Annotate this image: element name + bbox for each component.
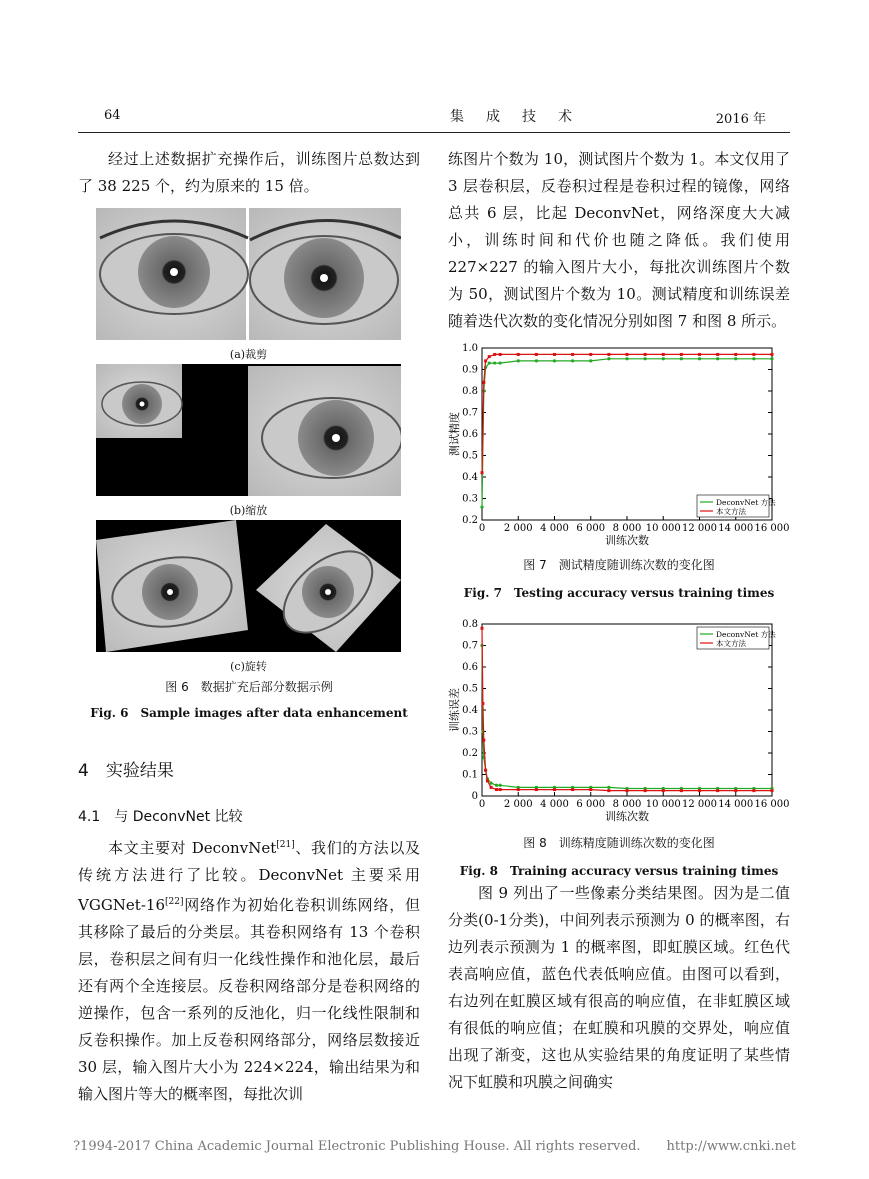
x-tick-label: 16 000: [754, 523, 790, 534]
data-point: [589, 353, 592, 356]
x-tick-label: 0: [478, 799, 486, 810]
y-tick-label: 0.3: [462, 726, 478, 738]
data-point: [495, 788, 498, 791]
data-point: [495, 784, 498, 787]
x-tick-label: 2 000: [503, 799, 533, 810]
y-tick-label: 0.5: [462, 450, 478, 462]
y-tick-label: 0.1: [462, 769, 478, 781]
data-point: [499, 353, 502, 356]
series-line-1: [482, 628, 772, 790]
data-point: [484, 769, 487, 772]
data-point: [716, 357, 719, 360]
data-point: [488, 361, 491, 364]
data-point: [662, 357, 665, 360]
fig7-caption-zh: 图 7 测试精度随训练次数的变化图: [523, 558, 715, 572]
data-point: [493, 353, 496, 356]
data-point: [535, 359, 538, 362]
fig6-crop-panel: [96, 208, 401, 340]
y-tick-label: 0.6: [462, 429, 478, 440]
data-point: [517, 353, 520, 356]
data-point: [571, 788, 574, 791]
fig8-caption-en: Fig. 8 Training accuracy versus training times: [459, 864, 779, 878]
data-point: [571, 353, 574, 356]
copyright-footer: ?1994-2017 China Academic Journal Electronic Publishing House. All rights reserved. http://www.cnki.net: [73, 1139, 796, 1154]
x-tick-label: 16 000: [754, 799, 790, 810]
body-text-2: 、我们的方法以及传统方法进行了比较。DeconvNet 主要采用 VGGNet-16: [78, 839, 420, 914]
right-paragraph-bottom: 图 9 列出了一些像素分类结果图。因为是二值分类(0-1分类)，中间列表示预测为 0 的概率图，右边列表示预测为 1 的概率图，即虹膜区域。红色代表高响应值，蓝色代表低响应值。由图可以看到，右边列在虹膜区域有很高的响应值，在非虹膜区域有很低的响应值；在虹膜和巩膜的交界处，响应值出现了渐变，这也从实验结果的角度证明了某些情况下虹膜和巩膜之间确实: [448, 884, 790, 1091]
fig7-caption-en: Fig. 7 Testing accuracy versus training times: [463, 586, 775, 600]
series-line-0: [482, 646, 772, 789]
fig8-caption-zh: 图 8 训练精度随训练次数的变化图: [523, 836, 715, 850]
body-text-1: 本文主要对 DeconvNet: [108, 839, 277, 857]
fig6-caption-zh: 图 6 数据扩充后部分数据示例: [165, 680, 333, 694]
data-point: [499, 788, 502, 791]
data-point: [589, 788, 592, 791]
data-point: [490, 786, 493, 789]
data-point: [488, 355, 491, 358]
data-point: [625, 357, 628, 360]
x-tick-label: 14 000: [718, 799, 754, 810]
y-axis-label: 测试精度: [448, 412, 461, 456]
data-point: [517, 359, 520, 362]
data-point: [644, 357, 647, 360]
fig6-sub-caption-c: (c)旋转: [230, 660, 267, 673]
data-point: [484, 359, 487, 362]
body-paragraph-deconvnet: [78, 832, 420, 1108]
data-point: [626, 353, 629, 356]
legend-label-0: DeconvNet 方法: [716, 498, 776, 507]
eye-image-scale: [96, 364, 401, 496]
data-point: [698, 353, 701, 356]
x-tick-label: 14 000: [718, 523, 754, 534]
x-tick-label: 10 000: [645, 799, 681, 810]
y-tick-label: 0.7: [462, 407, 478, 419]
citation-22: [22]: [164, 897, 184, 907]
x-tick-label: 4 000: [540, 799, 569, 810]
y-tick-label: 0.6: [462, 662, 478, 673]
data-point: [734, 357, 737, 360]
publication-year: 2016 年: [715, 112, 766, 127]
fig6-caption-en: Fig. 6 Sample images after data enhancement: [90, 706, 408, 720]
y-tick-label: 0.9: [462, 364, 478, 376]
data-point: [571, 359, 574, 362]
legend-label-1: 本文方法: [716, 507, 746, 516]
fig7-chart: [440, 340, 790, 550]
x-tick-label: 2 000: [503, 523, 533, 534]
y-tick-label: 0.7: [462, 640, 478, 652]
data-point: [499, 361, 502, 364]
data-point: [644, 353, 647, 356]
series-line-0: [482, 359, 772, 507]
data-point: [716, 789, 719, 792]
body-text-3: 网络作为初始化卷积训练网络，但其移除了最后的分类层。其卷积网络有 13 个卷积层，卷积层之间有归一化线性操作和池化层，最后还有两个全连接层。反卷积网络部分是卷积网络的逆操作，包含一系列的反池化，归一化线性限制和反卷积操作。加上反卷积网络部分，网络层数接近 30 层，输入图片大小为 224×224，输出结果为和输入图片等大的概率图，每批次训: [78, 896, 420, 1103]
data-point: [481, 471, 484, 474]
data-point: [771, 789, 774, 792]
data-point: [486, 779, 489, 782]
data-point: [535, 353, 538, 356]
x-axis-label: 训练次数: [605, 534, 649, 547]
data-point: [662, 789, 665, 792]
data-point: [607, 789, 610, 792]
citation-21: [21]: [276, 840, 295, 850]
data-point: [644, 789, 647, 792]
data-point: [481, 702, 484, 705]
data-point: [480, 506, 483, 509]
x-tick-label: 6 000: [576, 523, 606, 534]
data-point: [698, 357, 701, 360]
data-point: [734, 353, 737, 356]
x-tick-label: 10 000: [645, 523, 681, 534]
y-tick-label: 0.4: [462, 472, 478, 483]
fig6-sub-caption-a: (a)裁剪: [229, 348, 268, 361]
fig6-sub-caption-b: (b)缩放: [229, 504, 268, 517]
x-tick-label: 12 000: [682, 523, 717, 534]
data-point: [553, 359, 556, 362]
plot-frame: [482, 624, 772, 796]
y-tick-label: 0: [471, 791, 478, 802]
y-tick-label: 0.8: [462, 386, 478, 397]
x-tick-label: 0: [478, 523, 486, 534]
x-tick-label: 12 000: [682, 799, 717, 810]
y-tick-label: 0.3: [462, 493, 478, 505]
running-header: [78, 104, 790, 133]
x-tick-label: 8 000: [612, 799, 642, 810]
data-point: [482, 381, 485, 384]
x-tick-label: 8 000: [612, 523, 642, 534]
fig6-scale-panel: [96, 364, 401, 496]
legend-label-0: DeconvNet 方法: [716, 630, 776, 639]
data-point: [493, 361, 496, 364]
data-point: [752, 789, 755, 792]
subsection-title: 4.1 与 DeconvNet 比较: [78, 809, 243, 825]
legend-label-1: 本文方法: [716, 639, 746, 648]
series-line-1: [482, 354, 772, 472]
eye-image-rotate: [96, 520, 401, 652]
data-point: [499, 784, 502, 787]
y-tick-label: 0.2: [462, 748, 478, 759]
fig6-rotate-panel: [96, 520, 401, 652]
data-point: [752, 353, 755, 356]
y-axis-label: 训练误差: [448, 688, 461, 732]
data-point: [770, 357, 773, 360]
journal-title: 集成技术: [450, 109, 594, 125]
data-point: [517, 788, 520, 791]
x-axis-label: 训练次数: [605, 810, 649, 823]
right-paragraph-top: 练图片个数为 10，测试图片个数为 1。本文仅用了 3 层卷积层，反卷积过程是卷积过程的镜像，网络总共 6 层，比起 DeconvNet，网络深度大大减小，训练时间和代价也随之降低。我们使用 227×227 的输入图片大小，每批次训练图片个数为 50，测试图片个数为 10。测试精度和训练误差随着迭代次数的变化情况分别如图 7 和图 8 所示。: [448, 150, 790, 330]
data-point: [752, 357, 755, 360]
x-tick-label: 4 000: [540, 523, 569, 534]
data-point: [734, 789, 737, 792]
section-title: 4 实验结果: [78, 761, 174, 781]
intro-paragraph: 经过上述数据扩充操作后，训练图片总数达到了 38 225 个，约为原来的 15 倍。: [78, 150, 420, 195]
data-point: [607, 786, 610, 789]
data-point: [535, 788, 538, 791]
data-point: [680, 353, 683, 356]
data-point: [607, 353, 610, 356]
data-point: [553, 788, 556, 791]
y-tick-label: 0.5: [462, 683, 478, 695]
data-point: [589, 359, 592, 362]
page-number: 64: [104, 108, 121, 123]
plot-frame: [482, 348, 772, 520]
data-point: [698, 789, 701, 792]
data-point: [716, 353, 719, 356]
fig8-chart: [440, 616, 790, 826]
data-point: [680, 357, 683, 360]
data-point: [771, 353, 774, 356]
y-tick-label: 0.2: [462, 515, 478, 526]
data-point: [553, 353, 556, 356]
y-tick-label: 1.0: [462, 343, 478, 354]
data-point: [607, 357, 610, 360]
data-point: [481, 627, 484, 630]
y-tick-label: 0.4: [462, 705, 478, 716]
eye-image-crop: [96, 208, 401, 340]
data-point: [680, 789, 683, 792]
y-tick-label: 0.8: [462, 619, 478, 630]
data-point: [626, 789, 629, 792]
data-point: [482, 739, 485, 742]
x-tick-label: 6 000: [576, 799, 606, 810]
data-point: [662, 353, 665, 356]
